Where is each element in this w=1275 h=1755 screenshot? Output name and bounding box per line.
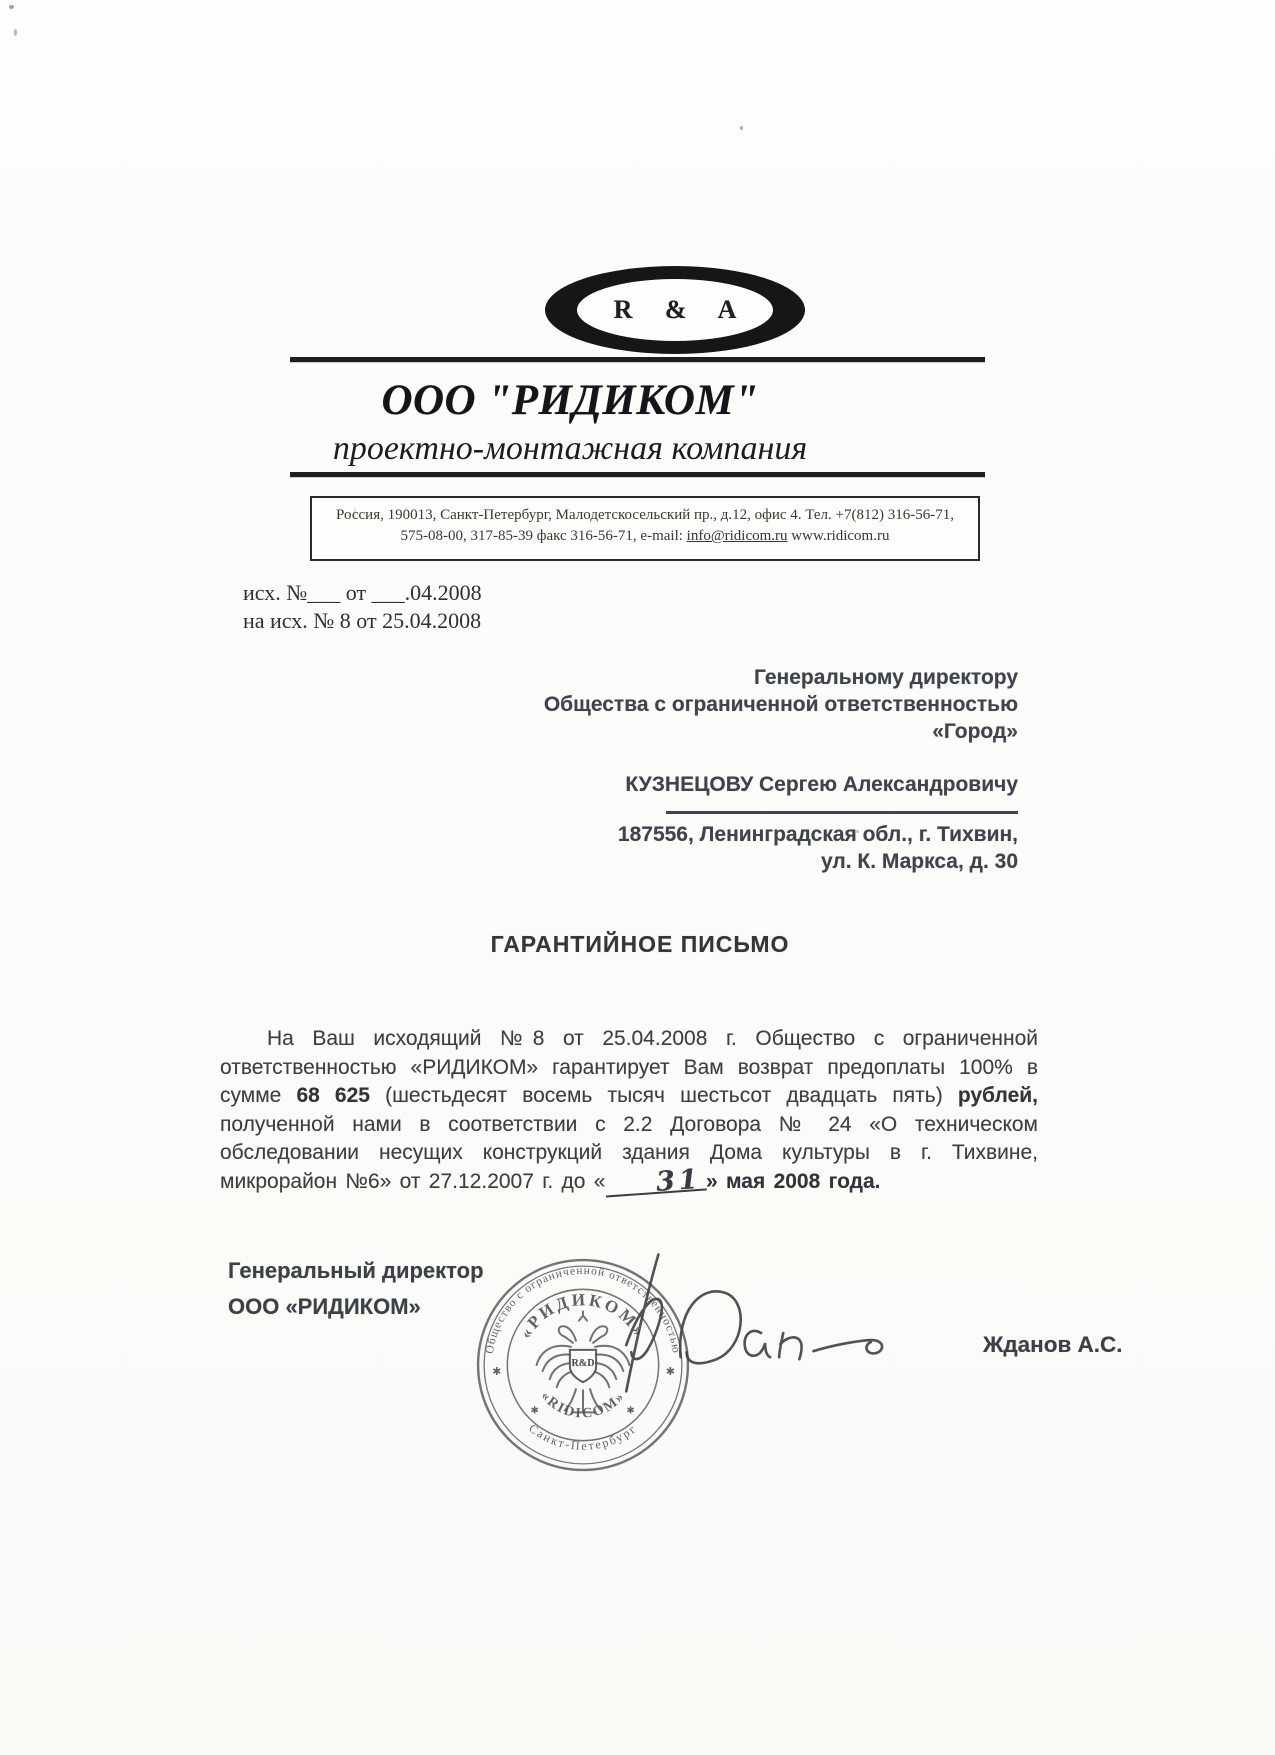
company-email: info@ridicom.ru <box>686 528 788 544</box>
signer-name: Жданов А.С. <box>983 1332 1123 1357</box>
stamp-star-icon: ✱ <box>492 1366 502 1379</box>
company-name: ООО "РИДИКОМ" <box>381 377 759 424</box>
scan-speck <box>9 5 14 9</box>
outgoing-reference: исх. №___ от ___.04.2008 <box>243 580 482 605</box>
stamp-outer-top-text: Общество с ограниченной ответственностью <box>482 1263 684 1355</box>
recipient-divider-line <box>666 811 1018 814</box>
body-amount: 68 625 <box>296 1084 370 1107</box>
signature-position-line1: Генеральный директор <box>228 1258 484 1283</box>
signature-strokes <box>592 1248 904 1410</box>
company-phones: 575-08-00, 317-85-39 факс 316-56-71, e-mail: <box>400 528 687 544</box>
body-rubles: рублей, <box>957 1084 1038 1107</box>
svg-text:Санкт-Петербург <box>526 1421 640 1453</box>
handwritten-day: 31 <box>605 1170 707 1197</box>
company-logo <box>545 266 805 354</box>
company-address-line2 <box>312 526 978 547</box>
logo-inner-ellipse <box>577 279 773 341</box>
recipient-block <box>398 664 1018 875</box>
body-text: полученной нами в соответствии с 2.2 Договора № 24 «О техническом обследовании несущих конструкций здания Дома культуры в г. Тихвине, микрорайон №6» от 27.12.2007 г. до « <box>220 1112 1038 1193</box>
handwritten-signature <box>592 1248 904 1410</box>
stamp-inner-bottom-text: «RIDICOM» <box>537 1388 629 1422</box>
stamp-inner-top-text: «РИДИКОМ» <box>515 1290 651 1342</box>
company-address-box <box>310 496 980 561</box>
body-text: На Ваш исходящий №8 от 25.04.2008 г. Общество с ограниченной ответственностью «РИДИКОМ» гарантирует Вам возврат предоплаты 100% в сумме <box>220 1027 1038 1107</box>
recipient-title: Генеральному директору <box>754 666 1018 689</box>
recipient-address-line1: 187556, Ленинградская обл., г. Тихвин, <box>617 822 1018 846</box>
company-subtitle: проектно-монтажная компания <box>332 430 808 467</box>
signature-position-line2: ООО «РИДИКОМ» <box>228 1294 421 1319</box>
stamp-star-icon: ✱ <box>665 1366 676 1379</box>
scan-speck <box>740 126 743 130</box>
company-website: www.ridicom.ru <box>787 528 890 544</box>
recipient-address-line2: ул. К. Маркса, д. 30 <box>820 849 1018 873</box>
reference-block <box>243 579 482 635</box>
stamp-star-icon: ✱ <box>530 1405 539 1417</box>
stamp-monogram: R&D <box>571 1358 595 1370</box>
recipient-person-name: КУЗНЕЦОВУ Сергею Александровичу <box>625 773 1018 796</box>
letterhead-rule-bottom <box>290 472 985 477</box>
letter-body-paragraph <box>220 1025 1038 1196</box>
letterhead-rule-top <box>290 357 985 362</box>
letter-title: ГАРАНТИЙНОЕ ПИСЬМО <box>490 931 790 957</box>
body-text: (шестьдесят восемь тысяч шестьсот двадцать пять) <box>369 1084 958 1107</box>
stamp-star-icon: ✱ <box>626 1405 635 1417</box>
company-address-line1: Россия, 190013, Санкт-Петербург, Малодетскосельский пр., д.12, офис 4. Тел. +7(812) 316-56-71, <box>336 507 954 523</box>
logo-monogram: R & A <box>613 295 750 324</box>
body-date: » мая 2008 года. <box>706 1169 881 1193</box>
reply-reference: на исх. № 8 от 25.04.2008 <box>243 608 482 633</box>
scan-speck <box>14 29 17 36</box>
recipient-company-name: «Город» <box>932 720 1018 743</box>
stamp-outer-bottom-text: Санкт-Петербург <box>526 1420 640 1453</box>
recipient-company-line: Общества с ограниченной ответственностью <box>543 693 1018 716</box>
